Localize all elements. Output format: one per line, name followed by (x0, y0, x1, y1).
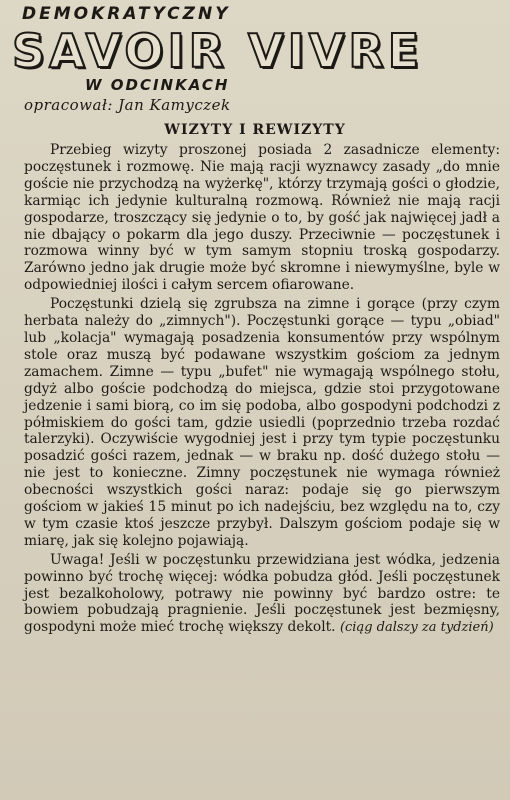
masthead-top-label: DEMOKRATYCZNY (22, 4, 231, 24)
masthead (0, 0, 510, 120)
continuation-note: (ciąg dalszy za tydzień) (339, 620, 494, 636)
article-paragraph-2: Poczęstunki dzielą się zgrubsza na zimne i gorące (przy czym herbata należy do „zimnych"). Poczęstunki gorące — typu „obiad" lub „kolacja" wymagają posadzenia konsumentów przy wspólnym stole oraz muszą być podawane wszystkim gościom za jednym zamachem. Zimne — typu „bufet" nie wymagają wspólnego stołu, gdyż albo goście podchodzą do miejsca, gdzie stoi przygotowane jedzenie i sami biorą, co im się podoba, albo gospodyni podchodzi z półmiskiem do gości tam, gdzie usiedli (poprzednio trzeba rozdać talerzyki). Oczywiście wygodniej jest i przy tym typie poczęstunku posadzić gości razem, jednak — w braku np. dość dużego stołu — nie jest to konieczne. Zimny poczęstunek nie wymaga również obecności wszystkich gości naraz: podaje się go pierwszym gościom w jakieś 15 minut po ich nadejściu, bez względu na to, czy w tym czasie ktoś jeszcze przybył. Dalszym gościom podaje się w miarę, jak się kolejno pojawiają. (24, 296, 500, 549)
article-paragraph-3-text: Uwaga! Jeśli w poczęstunku przewidziana jest wódka, jedzenia powinno być trochę więcej: wódka pobudza głód. Jeśli poczęstunek jest bezalkoholowy, potrawy nie powinny być bardzo ostre: te bowiem pobudzają pragnienie. Jeśli poczęstunek jest bezmięsny, gospodyni może mieć trochę większy dekolt. (24, 551, 500, 636)
masthead-subtitle: W ODCINKACH (85, 76, 230, 94)
article-body (24, 142, 500, 637)
article-headline: WIZYTY I REWIZYTY (164, 122, 346, 138)
article-paragraph-3 (24, 552, 500, 638)
author-credit: opracował: Jan Kamyczek (24, 96, 231, 114)
masthead-title: SAVOIR VIVRE (12, 24, 424, 78)
article-paragraph-1: Przebieg wizyty proszonej posiada 2 zasadnicze elementy: poczęstunek i rozmowę. Nie mają racji wyznawcy zasady „do mnie goście nie przychodzą na wyżerkę", którzy trzymają gości o głodzie, karmiąc ich jedynie kulturalną rozmową. Również nie mają racji gospodarze, troszczący się jedynie o to, by gość jak najwięcej jadł a nie dbający o pokarm dla jego duszy. Przeciwnie — poczęstunek i rozmowa winny być w tym samym stopniu troską gospodarzy. Zarówno jedno jak drugie może być skromne i niewymyślne, byle w odpowiedniej ilości i całym sercem ofiarowane. (24, 142, 500, 294)
